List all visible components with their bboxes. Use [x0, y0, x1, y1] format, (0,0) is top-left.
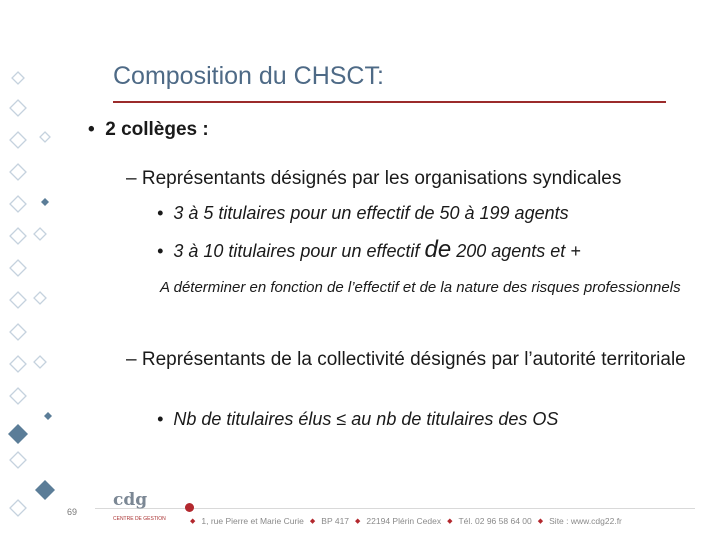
footer-address: 1, rue Pierre et Marie Curie [201, 516, 304, 526]
dash-text: Représentants désignés par les organisations syndicales [141, 168, 622, 189]
sub-bullet-3-to-5 [157, 203, 569, 224]
footer-city: 22194 Plérin Cedex [366, 516, 442, 526]
page-number: 69 [67, 507, 78, 517]
cdg-logo [113, 490, 173, 530]
footer-contact-info [190, 516, 622, 526]
logo-dot [185, 503, 194, 512]
dash-text: Représentants de la collectivité désignés par l’autorité territoriale [141, 349, 686, 370]
decorative-diamond-pattern [0, 60, 70, 530]
sub-bullet-elected-count [157, 409, 558, 430]
separator-icon: ◆ [355, 518, 361, 525]
sub-bullet-text-a: 3 à 10 titulaires pour un effectif [173, 241, 425, 261]
separator-icon: ◆ [447, 518, 453, 525]
bullet-marker: • [157, 203, 164, 223]
separator-icon: ◆ [537, 518, 544, 525]
bullet-marker: • [88, 119, 95, 140]
logo-text: cdg [113, 490, 148, 510]
bullet-marker: • [157, 241, 164, 261]
sub-bullet-text: 3 à 5 titulaires pour un effectif de 50 à 199 agents [173, 203, 569, 223]
bullet-marker: • [157, 409, 164, 429]
title-underline [113, 101, 666, 103]
dash-marker: – [126, 168, 137, 189]
dash-marker: – [126, 349, 137, 370]
separator-icon: ◆ [190, 518, 196, 525]
sub-bullet-text: Nb de titulaires élus ≤ au nb de titulaires des OS [173, 409, 559, 429]
sub-bullet-3-to-10 [157, 236, 581, 264]
bullet-two-colleges [88, 119, 209, 141]
slide-title: Composition du CHSCT: [113, 62, 384, 90]
dash-union-representatives [126, 168, 621, 190]
note-text: A déterminer en fonction de l’effectif et de la nature des risques professionnels [160, 279, 681, 296]
footer-phone: Tél. 02 96 58 64 00 [458, 516, 532, 526]
sub-bullet-text-big: de [424, 236, 452, 263]
logo-subtext: CENTRE DE GESTION [113, 516, 166, 522]
sub-bullet-text-b: 200 agents et + [451, 241, 581, 261]
dash-collectivity-representatives [126, 346, 686, 374]
separator-icon: ◆ [309, 518, 316, 525]
footer-bp: BP 417 [321, 516, 350, 526]
footer-site[interactable]: Site : www.cdg22.fr [549, 516, 622, 526]
bullet-text: 2 collèges : [105, 119, 209, 140]
